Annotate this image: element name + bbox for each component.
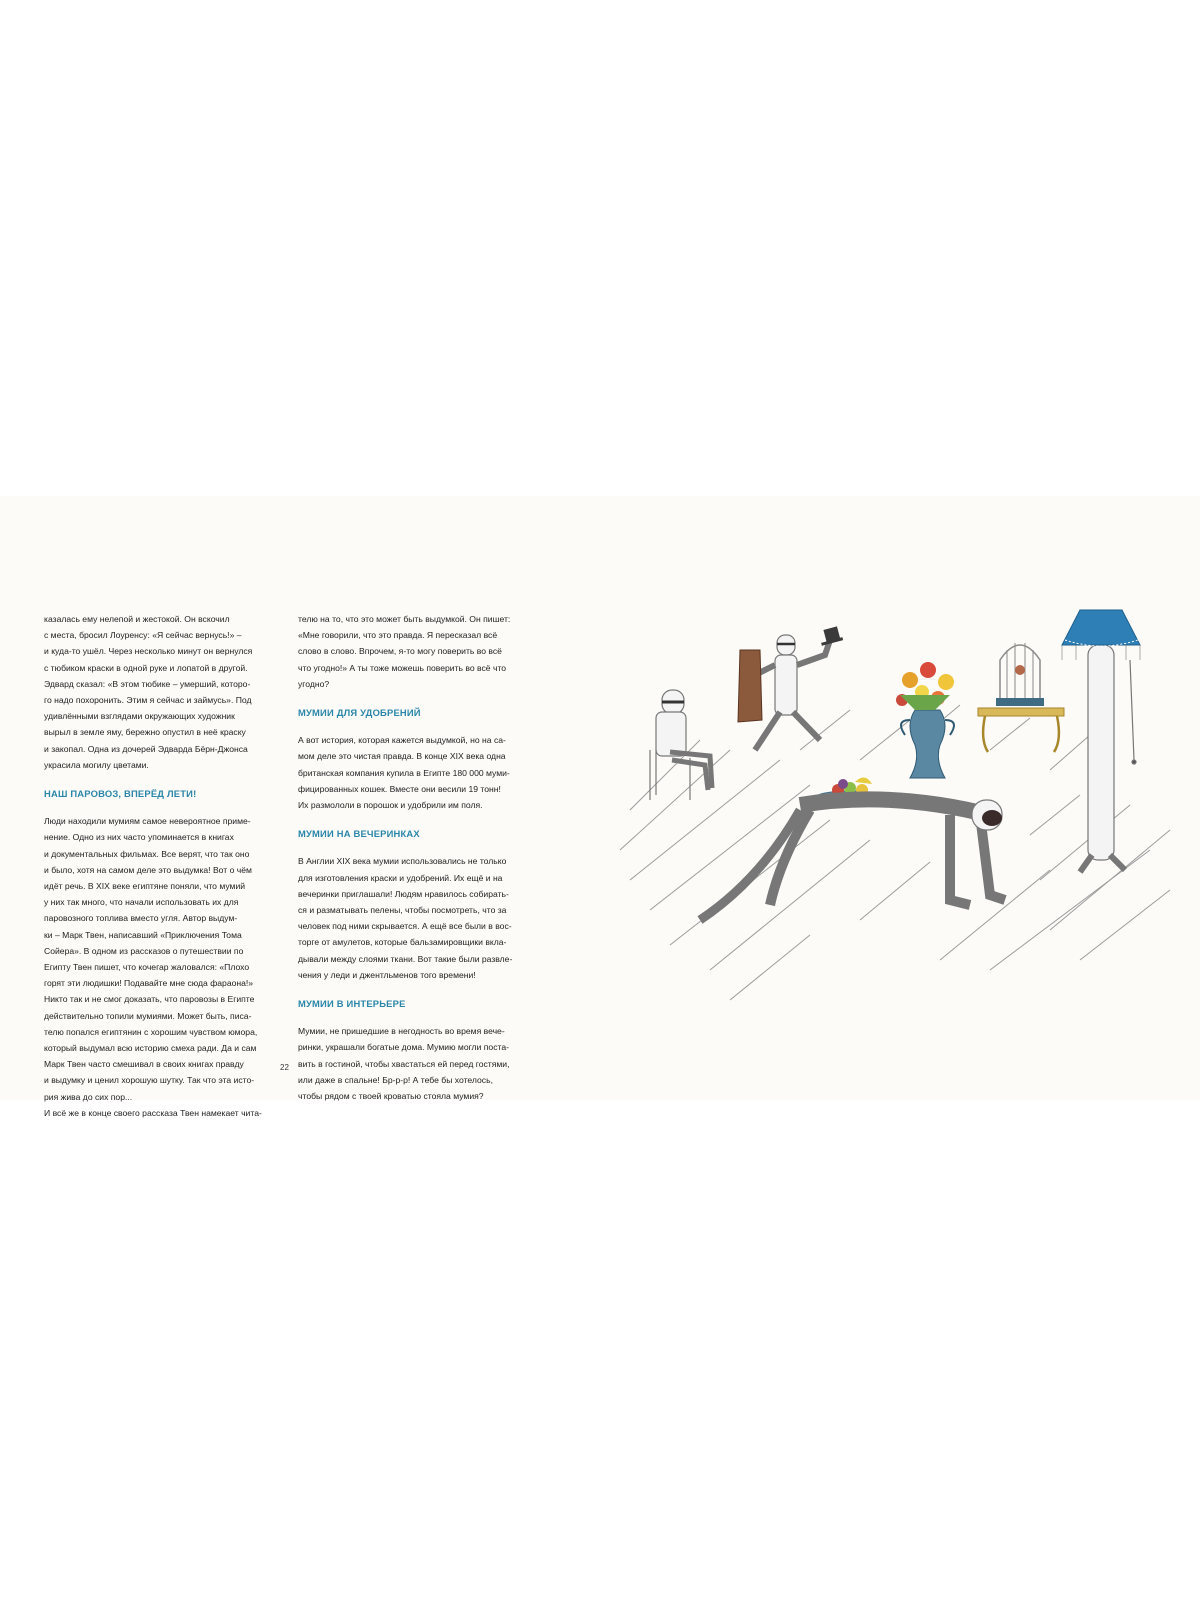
- text-line: казалась ему нелепой и жестокой. Он вскочил: [44, 614, 230, 624]
- table-mummy-icon: [700, 799, 1005, 920]
- text-line: мом деле это чистая правда. В конце XIX века одна: [298, 751, 506, 762]
- text-line: человек под ними скрывается. А ещё все были в вос-: [298, 921, 512, 932]
- text-line: Их размололи в порошок и удобрили им поля.: [298, 800, 483, 811]
- text-line: торге от амулетов, которые бальзамировщики вкла-: [298, 937, 507, 948]
- text-line: с места, бросил Лоуренсу: «Я сейчас вернусь!» –: [44, 630, 242, 641]
- text-line: действительно топили мумиями. Может быть, писа-: [44, 1010, 252, 1021]
- text-line: «Мне говорили, что это правда. Я пересказал всё: [298, 630, 498, 641]
- top-hat-icon: [821, 626, 843, 645]
- parties-paragraph: [298, 853, 523, 983]
- sitting-mummy-icon: [650, 690, 712, 800]
- text-line: чтобы рядом с твоей кроватью стояла мумия?: [298, 1091, 484, 1102]
- text-line: Люди находили мумиям самое невероятное приме-: [44, 816, 251, 827]
- text-line: ринки, украшали богатые дома. Мумию могли поста-: [298, 1042, 509, 1053]
- lamp-mummy-icon: [1080, 645, 1136, 872]
- text-line: горят эти людишки! Подавайте мне сюда фараона!»: [44, 978, 254, 989]
- text-line: вить в гостиной, чтобы хвастаться ей перед гостями,: [298, 1058, 510, 1069]
- text-line: украсила могилу цветами.: [44, 759, 149, 770]
- text-line: угодно?: [298, 678, 330, 689]
- text-line: и закопал. Одна из дочерей Эдварда Бёрн-Джонса: [44, 743, 248, 754]
- text-line: Эдвард сказал: «В этом тюбике – умерший, которо-: [44, 678, 251, 689]
- text-line: рия жива до сих пор...: [44, 1091, 133, 1102]
- right-column: [298, 611, 523, 1104]
- text-line: идёт речь. В XIX веке египтяне поняли, что мумий: [44, 881, 246, 892]
- text-line: и выдумку и ценил хорошую шутку. Так что эта исто-: [44, 1075, 255, 1086]
- birdcage-icon: [996, 643, 1044, 706]
- text-line: чения у леди и джентльменов того времени!: [298, 969, 476, 980]
- page-number: 22: [280, 1063, 289, 1072]
- section-heading-steam-train: НАШ ПАРОВОЗ, ВПЕРЁД ЛЕТИ!: [44, 788, 197, 800]
- hanging-coat-icon: [738, 650, 762, 722]
- text-line: или даже в спальне! Бр-р-р! А тебе бы хотелось,: [298, 1074, 493, 1085]
- text-line: го надо похоронить. Этим я сейчас и займусь». Под: [44, 695, 252, 706]
- text-line: паровозного топлива вместо угля. Автор выдум-: [44, 913, 238, 924]
- text-line: телю на то, что это может быть выдумкой. Он пишет:: [298, 614, 511, 624]
- text-line: и документальных фильмах. Все верят, что так оно: [44, 848, 250, 859]
- left-column: [44, 611, 269, 1121]
- text-line: фицированных кошек. Вместе они весили 19 тонн!: [298, 783, 501, 794]
- flower-vase-icon: [896, 662, 954, 778]
- text-line: британская компания купила в Египте 180 000 муми-: [298, 767, 510, 778]
- text-line: для изготовления краски и удобрений. Их ещё и на: [298, 872, 503, 883]
- text-line: что угодно!» А ты тоже можешь поверить во всё что: [298, 662, 507, 673]
- body-paragraph: [44, 813, 269, 1121]
- text-line: И всё же в конце своего рассказа Твен намекает чита-: [44, 1107, 262, 1118]
- text-line: и куда-то ушёл. Через несколько минут он вернулся: [44, 646, 253, 657]
- text-line: с тюбиком краски в одной руке и лопатой в другой.: [44, 662, 248, 673]
- text-line: и было, хотя на самом деле это выдумка! Вот о чём: [44, 864, 252, 875]
- text-line: Никто так и не смог доказать, что паровозы в Египте: [44, 994, 255, 1005]
- section-heading-parties: МУМИИ НА ВЕЧЕРИНКАХ: [298, 828, 420, 840]
- text-line: В Англии XIX века мумии использовались не только: [298, 856, 507, 867]
- text-line: который выдумал всю историю смеха ради. Да и сам: [44, 1043, 257, 1054]
- intro-paragraph: [44, 611, 269, 773]
- text-line: Сойера». В одном из рассказов о путешествии по: [44, 945, 244, 956]
- text-line: вечеринки приглашали! Людям нравилось собирать-: [298, 888, 509, 899]
- text-line: у них так много, что начали использовать их для: [44, 897, 239, 908]
- text-line: дывали между слоями ткани. Вот такие были развле-: [298, 953, 513, 964]
- text-line: Марк Твен часто смешивал в своих книгах правду: [44, 1059, 244, 1070]
- intro-paragraph: [298, 611, 523, 692]
- section-heading-interior: МУМИИ В ИНТЕРЬЕРЕ: [298, 998, 406, 1010]
- side-table-icon: [978, 708, 1064, 752]
- text-line: слово в слово. Впрочем, я-то могу поверить во всё: [298, 646, 502, 657]
- text-line: А вот история, которая кажется выдумкой, но на са-: [298, 735, 506, 746]
- interior-paragraph: [298, 1023, 523, 1104]
- text-line: ки – Марк Твен, написавший «Приключения Тома: [44, 929, 242, 940]
- text-line: нение. Одно из них часто упоминается в книгах: [44, 832, 234, 843]
- mummies-illustration: [610, 600, 1180, 1020]
- section-heading-fertilizer: МУМИИ ДЛЯ УДОБРЕНИЙ: [298, 707, 421, 719]
- text-line: телю попался египтянин с хорошим чувством юмора,: [44, 1026, 258, 1037]
- text-line: ся и разматывать пелены, чтобы посмотреть, что за: [298, 905, 507, 916]
- text-line: Мумии, не пришедшие в негодность во время вече-: [298, 1026, 505, 1037]
- text-line: Египту Твен пишет, что кочегар жаловался: «Плохо: [44, 962, 250, 973]
- text-line: вырыл в земле яму, бережно опустил в неё краску: [44, 727, 246, 738]
- text-line: удивлёнными взглядами окружающих художник: [44, 711, 235, 722]
- fertilizer-paragraph: [298, 732, 523, 813]
